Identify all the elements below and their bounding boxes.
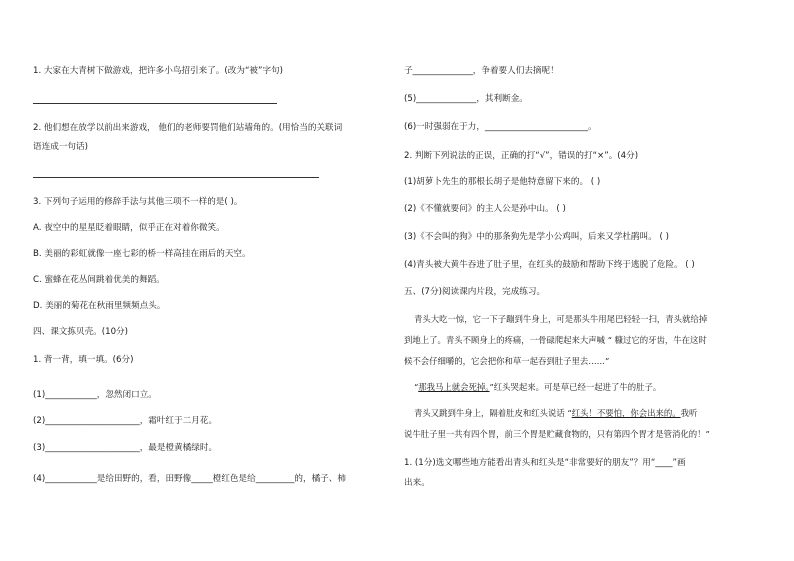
- question-2-line2: 语连成一句话): [33, 142, 88, 152]
- passage-p2-rest: 红头哭起来。可是草已经一起进了牛的肚子。: [493, 382, 662, 392]
- fill-line-3[interactable]: (3)______________________，最是橙黄橘绿时。: [33, 443, 218, 453]
- fill-line-4[interactable]: (4)____________是给田野的，看，田野像_____橙红色是给_________的，橘子、柿: [33, 474, 346, 484]
- judge-item-1[interactable]: (1)胡萝卜先生的那根长胡子是他特意留下来的。 ( ): [404, 177, 601, 187]
- passage-p1-line2: 到地上了。青头不顾身上的疼痛，一骨碌爬起来大声喊 “ 糠过它的牙齿，牛在这时: [404, 335, 707, 345]
- fill-line-5[interactable]: (5)______________，其利断金。: [404, 94, 528, 104]
- option-b[interactable]: B. 美丽的彩虹就像一座七彩的桥一样高挂在雨后的天空。: [33, 249, 251, 259]
- passage-p3-line2: 说牛肚子里一共有四个胃，前三个胃是贮藏食物的，只有第四个胃才是管消化的！”: [404, 429, 710, 439]
- question-1: 1. 大家在大青树下做游戏，把许多小鸟招引来了。(改为“被”字句): [33, 66, 283, 76]
- question-3-stem: 3. 下列句子运用的修辞手法与其他三项不一样的是( )。: [33, 197, 243, 207]
- fill-line-6[interactable]: (6)一时强弱在于力，________________________。: [404, 122, 597, 132]
- passage-p3-line1-a: 青头又跳到牛身上，隔着肚皮和红头说话 “: [414, 408, 572, 418]
- judge-item-2[interactable]: (2)《不懂就要问》的主人公是孙中山。 ( ): [404, 204, 566, 214]
- fill-line-1[interactable]: (1)____________，忽然闭口立。: [33, 390, 157, 400]
- fill-line-4-cont[interactable]: 子______________，争着要人们去摘呢！: [404, 66, 559, 76]
- section-5-heading: 五、(7分)阅读课内片段，完成练习。: [404, 287, 546, 297]
- option-c[interactable]: C. 蜜蜂在花丛间跳着优美的舞蹈。: [33, 275, 165, 285]
- passage-p2: “那我马上就会死掉。”红头哭起来。可是草已经一起进了牛的肚子。: [414, 382, 662, 392]
- judge-item-3[interactable]: (3)《不会叫的狗》中的那条狗先是学小公鸡叫，后来又学杜鹃叫。 ( ): [404, 232, 669, 242]
- passage-p2-underlined: 那我马上就会死掉。: [418, 382, 490, 392]
- passage-p1-line1: 青头大吃一惊，它一下子蹦到牛身上，可是那头牛用尾巴轻轻一扫，青头就给掉: [414, 314, 708, 324]
- option-a[interactable]: A. 夜空中的星星眨着眼睛，似乎正在对着你微笑。: [33, 223, 225, 233]
- judge-item-4[interactable]: (4)青头被大黄牛吞进了肚子里，在红头的鼓励和帮助下终于逃脱了危险。 ( ): [404, 260, 695, 270]
- answer-line-q2[interactable]: [33, 177, 319, 178]
- answer-line-q1[interactable]: [33, 103, 277, 104]
- recite-heading: 1. 背一背，填一填。(6分): [33, 355, 134, 365]
- option-d[interactable]: D. 美丽的菊花在秋雨里频频点头。: [33, 301, 166, 311]
- passage-p1-line3: 候不会仔细嚼的，它会把你和草一起吞到肚子里去……”: [404, 356, 610, 366]
- passage-p3-underlined: 红头！不要怕，你会出来的。: [571, 408, 681, 418]
- fill-line-2[interactable]: (2)______________________，霜叶红于二月花。: [33, 416, 218, 426]
- reading-question-line1: 1. (1分)选文哪些地方能看出青头和红头是“非常要好的朋友”？用“____”画: [404, 458, 686, 468]
- reading-question-line2: 出来。: [404, 478, 430, 488]
- judge-heading: 2. 判断下列说法的正误，正确的打“√”，错误的打“×”。(4分): [404, 151, 639, 161]
- passage-p3-line1: [414, 407, 697, 419]
- section-4-heading: 四、课文拣贝壳。(10分): [33, 327, 128, 337]
- question-2-line1: 2. 他们想在放学以前出来游戏， 他们的老师要罚他们站墙角的。(用恰当的关联词: [33, 123, 343, 133]
- passage-p3-line1-b: 我听: [680, 408, 698, 418]
